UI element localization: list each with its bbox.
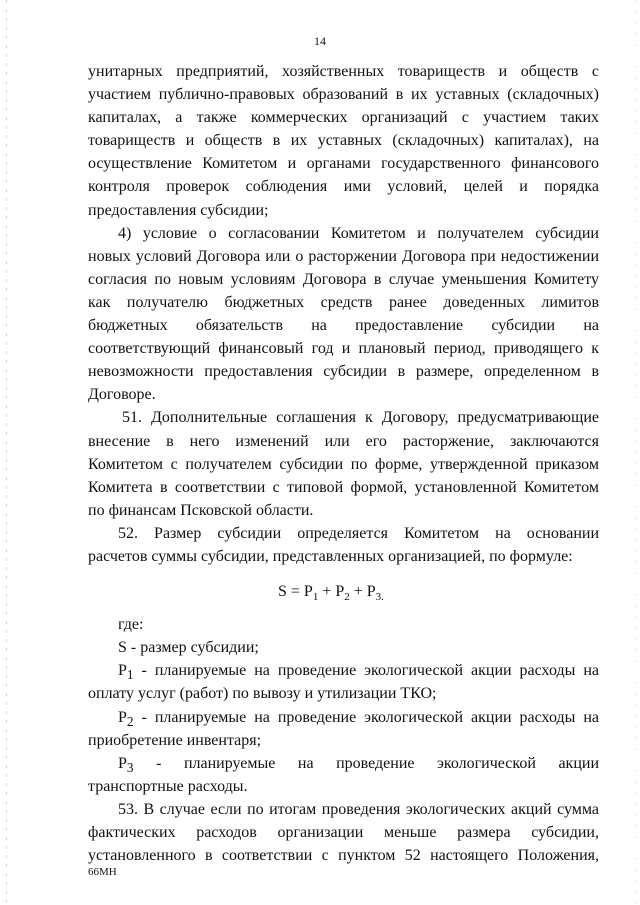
p3-definition-line-2: транспортные расходы.	[88, 777, 248, 795]
text-line: бюджетных обязательств на предоставление субсидии на	[88, 317, 599, 335]
p2-sub: 2	[126, 713, 134, 729]
text-line: 52. Размер субсидии определяется Комитетом на основании	[118, 524, 599, 542]
text-line: фактических расходов организации меньше размера субсидии,	[88, 824, 599, 841]
text-line: 53. В случае если по итогам проведения экологических акций сумма	[118, 800, 599, 818]
page-number: 14	[314, 34, 326, 48]
text-line: соответствующий финансовый год и плановый период, приводящего к	[88, 340, 599, 358]
text-line: согласия по новым условиям Договора в случае уменьшения Комитету	[88, 270, 599, 288]
p3-rest: - планируемые на проведение экологической акции	[133, 754, 599, 772]
text-line: по финансам Псковской области.	[88, 501, 314, 519]
text-line: Договоре.	[88, 386, 156, 404]
scan-edge-left	[6, 0, 7, 905]
p2-definition-line	[88, 706, 599, 729]
text-line: осуществление Комитетом и органами государственного финансового	[88, 155, 599, 173]
text-line: как получателю бюджетных средств ранее доведенных лимитов	[88, 293, 599, 311]
text-line: 51. Дополнительные соглашения к Договору, предусматривающие	[122, 409, 599, 427]
p1-definition-line	[88, 659, 599, 682]
p3-var: P	[118, 754, 127, 772]
formula-sub-3: 3.	[375, 591, 384, 604]
text-line: контроля проверок соблюдения ими условий, целей и порядка	[88, 178, 599, 196]
formula-plus-p3: + P	[349, 583, 376, 601]
text-line: предоставления субсидии;	[88, 201, 269, 219]
scan-edge-right	[635, 0, 636, 905]
p2-rest: - планируемые на проведение экологической акции расходы на	[133, 708, 599, 726]
text-line: капиталах, а также коммерческих организаций с участием таких	[88, 109, 599, 127]
text-line: невозможности предоставления субсидии в размере, определенном в	[88, 363, 599, 381]
document-body	[88, 60, 599, 867]
p1-rest: - планируемые на проведение экологической акции расходы на	[133, 662, 599, 680]
text-line: товариществ и обществ в их уставных (складочных) капиталах), на	[88, 132, 599, 150]
paragraphs-block-b	[88, 613, 599, 659]
subsidy-formula	[88, 580, 599, 603]
p1-var: P	[118, 662, 127, 680]
paragraphs-block-a	[88, 60, 599, 568]
p2-definition-line-2: приобретение инвентаря;	[88, 731, 262, 749]
formula-sub-2: 2	[344, 591, 350, 604]
p1-sub: 1	[126, 667, 134, 683]
formula-s-p: S = P	[278, 583, 313, 601]
paragraphs-block-c	[88, 798, 599, 867]
text-line: участием публично-правовых образований в их уставных (складочных)	[88, 86, 599, 104]
p3-definition-line	[88, 752, 599, 775]
formula-sub-1: 1	[312, 591, 319, 604]
text-line: расчетов суммы субсидии, представленных организацией, по формуле:	[88, 547, 573, 565]
p1-definition-line-2: оплату услуг (работ) по вывозу и утилизации ТКО;	[88, 685, 437, 703]
text-line: новых условий Договора или о расторжении Договора при недостижении	[88, 247, 599, 265]
text-line: 4) условие о согласовании Комитетом и получателем субсидии	[118, 224, 599, 242]
definition-line: S - размер субсидии;	[118, 639, 259, 657]
text-line: унитарных предприятий, хозяйственных товариществ и обществ с	[88, 63, 599, 80]
text-line: внесение в него изменений или его расторжение, заключаются	[88, 432, 599, 450]
footer-code: 66МН	[88, 866, 117, 878]
text-line: Комитета в соответствии с типовой формой, установленной Комитетом	[88, 478, 599, 496]
formula-plus-p2: + P	[318, 583, 345, 601]
definition-line: где:	[118, 616, 144, 634]
text-line: Комитетом с получателем субсидии по форме, утвержденной приказом	[88, 455, 599, 473]
p2-var: P	[118, 708, 127, 726]
p3-sub: 3	[126, 759, 134, 775]
text-line: установленного в соответствии с пунктом 52 настоящего Положения,	[88, 847, 599, 865]
